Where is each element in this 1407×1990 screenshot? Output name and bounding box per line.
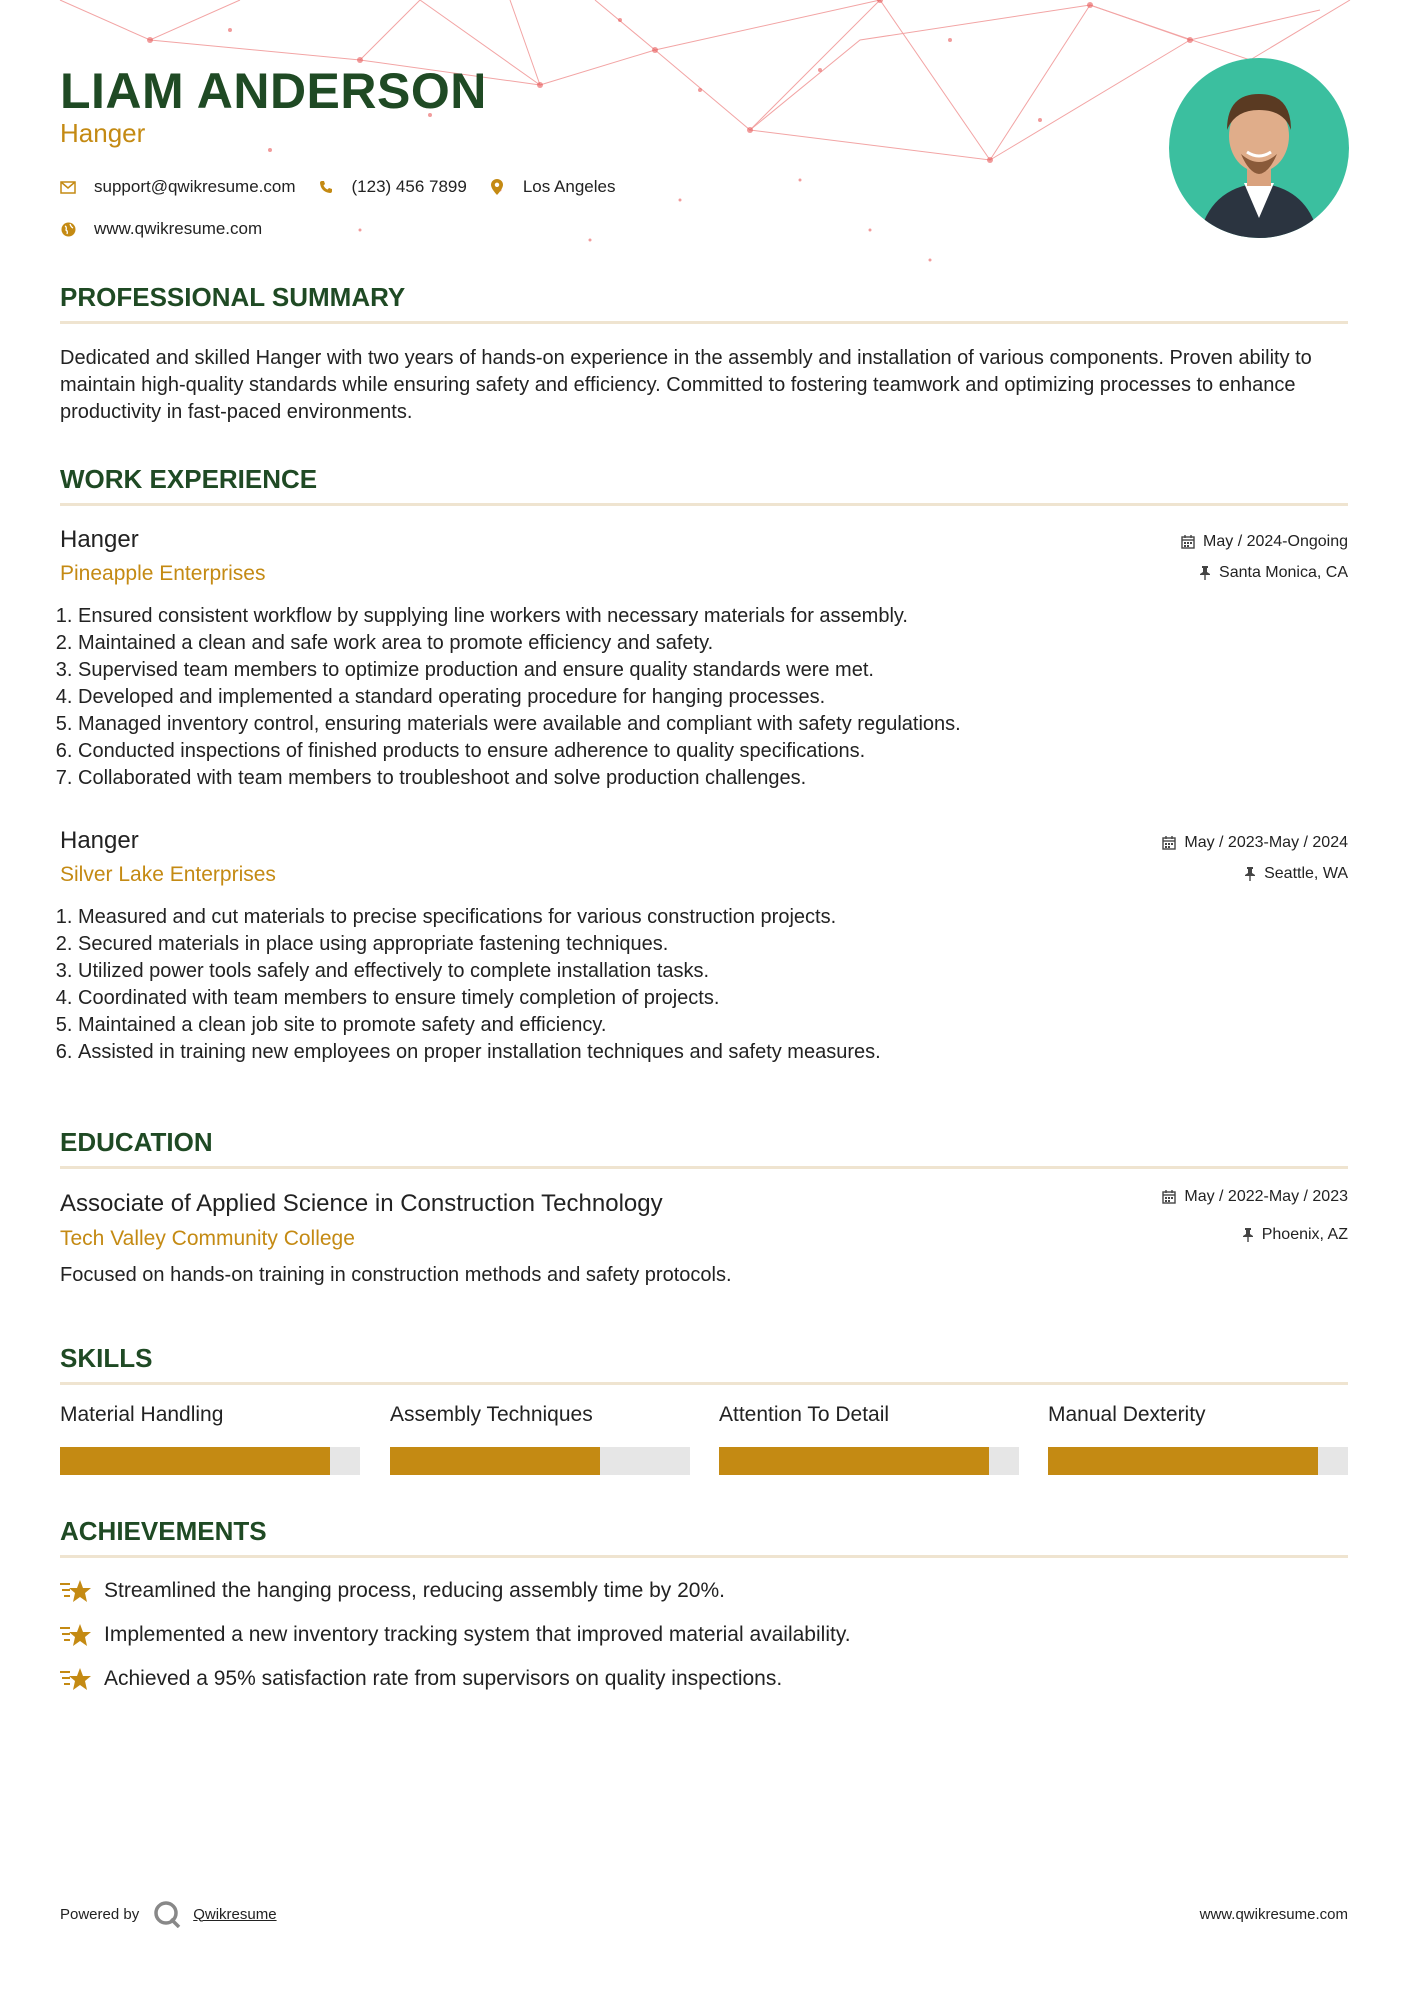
skill-item	[60, 1403, 360, 1475]
job-responsibilities	[60, 904, 1348, 1066]
shooting-star-icon	[60, 1622, 92, 1648]
website-contact[interactable]	[60, 219, 262, 239]
website-text: www.qwikresume.com	[94, 219, 263, 238]
qwikresume-link[interactable]: Qwikresume	[193, 1905, 277, 1923]
list-item: 1. Measured and cut materials to precise specifications for various construction projects.	[78, 904, 1348, 931]
skills-heading: SKILLS	[60, 1343, 153, 1373]
achievement-item	[60, 1666, 782, 1692]
list-item: 6. Conducted inspections of finished products to ensure adherence to quality specifications.	[78, 738, 1348, 765]
resume-page	[60, 0, 1348, 1990]
phone-text: (123) 456 7899	[351, 177, 467, 196]
list-item: 5. Managed inventory control, ensuring materials were available and compliant with safety regulations.	[78, 711, 1348, 738]
location-contact	[489, 177, 616, 197]
job-location-text: Seattle, WA	[1264, 865, 1348, 882]
skill-name: Material Handling	[60, 1403, 224, 1426]
pushpin-icon	[1242, 1228, 1254, 1242]
calendar-icon	[1162, 1190, 1176, 1204]
shooting-star-icon	[60, 1666, 92, 1692]
achievement-text: Achieved a 95% satisfaction rate from supervisors on quality inspections.	[104, 1667, 783, 1690]
calendar-icon	[1181, 535, 1195, 549]
skill-level-fill	[390, 1447, 600, 1475]
list-item: 1. Ensured consistent workflow by supplying line workers with necessary materials for assembly.	[78, 603, 1348, 630]
education-description: Focused on hands-on training in construction methods and safety protocols.	[60, 1264, 732, 1286]
skill-level-bar	[390, 1447, 690, 1475]
pushpin-icon	[1199, 566, 1211, 580]
job-location-text: Santa Monica, CA	[1219, 564, 1348, 581]
degree-title: Associate of Applied Science in Construction Technology	[60, 1190, 663, 1217]
job-responsibilities	[60, 603, 1348, 792]
summary-text: Dedicated and skilled Hanger with two years of hands-on experience in the assembly and installation of various components. Proven ability to maintain high-quality standards while ensuring safety and efficiency. Committed to fostering teamwork and optimizing processes to enhance productivity in fast-paced environments.	[60, 347, 1312, 423]
skill-name: Attention To Detail	[719, 1403, 890, 1426]
achievement-item	[60, 1578, 725, 1604]
education-heading: EDUCATION	[60, 1127, 213, 1157]
summary-heading: PROFESSIONAL SUMMARY	[60, 282, 406, 312]
achievement-text: Streamlined the hanging process, reducing assembly time by 20%.	[104, 1579, 725, 1602]
achievement-text: Implemented a new inventory tracking system that improved material availability.	[104, 1623, 851, 1646]
experience-heading: WORK EXPERIENCE	[60, 464, 318, 494]
calendar-icon	[1162, 836, 1176, 850]
candidate-title: Hanger	[60, 118, 146, 148]
powered-by-label: Powered by	[60, 1905, 140, 1923]
job-title: Hanger	[60, 827, 139, 854]
location-text: Los Angeles	[522, 177, 616, 196]
envelope-icon	[60, 179, 76, 195]
skill-level-bar	[719, 1447, 1019, 1475]
education-location	[1242, 1226, 1348, 1244]
job-title: Hanger	[60, 526, 139, 553]
list-item: 4. Developed and implemented a standard operating procedure for hanging processes.	[78, 684, 1348, 711]
list-item: 2. Secured materials in place using appropriate fastening techniques.	[78, 931, 1348, 958]
job-dates-text: May / 2023-May / 2024	[1184, 834, 1348, 851]
achievements-heading: ACHIEVEMENTS	[60, 1516, 267, 1546]
qwikresume-logo-icon	[153, 1900, 181, 1928]
company-name: Silver Lake Enterprises	[60, 863, 276, 886]
job-dates-text: May / 2024-Ongoing	[1203, 533, 1348, 550]
pushpin-icon	[1244, 867, 1256, 881]
skill-name: Assembly Techniques	[390, 1403, 593, 1426]
education-dates-text: May / 2022-May / 2023	[1184, 1188, 1348, 1205]
divider	[60, 321, 1348, 324]
skill-item	[719, 1403, 1019, 1475]
skill-level-fill	[1048, 1447, 1318, 1475]
company-name: Pineapple Enterprises	[60, 562, 266, 585]
job-dates	[1162, 834, 1348, 852]
contact-info	[60, 170, 637, 254]
skill-name: Manual Dexterity	[1048, 1403, 1206, 1426]
skill-item	[1048, 1403, 1348, 1475]
school-name: Tech Valley Community College	[60, 1227, 355, 1250]
achievement-item	[60, 1622, 851, 1648]
job-location	[1199, 564, 1348, 582]
list-item: 2. Maintained a clean and safe work area to promote efficiency and safety.	[78, 630, 1348, 657]
list-item: 5. Maintained a clean job site to promote safety and efficiency.	[78, 1012, 1348, 1039]
job-location	[1244, 865, 1348, 883]
list-item: 4. Coordinated with team members to ensure timely completion of projects.	[78, 985, 1348, 1012]
skill-item	[390, 1403, 690, 1475]
shooting-star-icon	[60, 1578, 92, 1604]
skill-level-bar	[60, 1447, 360, 1475]
phone-contact[interactable]	[318, 177, 467, 197]
list-item: 7. Collaborated with team members to troubleshoot and solve production challenges.	[78, 765, 1348, 792]
education-location-text: Phoenix, AZ	[1261, 1226, 1348, 1243]
list-item: 6. Assisted in training new employees on proper installation techniques and safety measures.	[78, 1039, 1348, 1066]
candidate-name: LIAM ANDERSON	[60, 63, 487, 119]
phone-icon	[318, 179, 334, 195]
education-dates	[1162, 1188, 1348, 1206]
email-text: support@qwikresume.com	[94, 177, 296, 196]
divider	[60, 503, 1348, 506]
footer-website[interactable]: www.qwikresume.com	[1199, 1906, 1348, 1923]
divider	[60, 1166, 1348, 1169]
globe-icon	[60, 221, 76, 237]
skill-level-fill	[60, 1447, 330, 1475]
list-item: 3. Utilized power tools safely and effectively to complete installation tasks.	[78, 958, 1348, 985]
job-dates	[1181, 533, 1348, 551]
email-contact[interactable]	[60, 177, 296, 197]
divider	[60, 1555, 1348, 1558]
divider	[60, 1382, 1348, 1385]
map-pin-icon	[489, 179, 505, 195]
footer-powered-by	[60, 1900, 277, 1928]
skill-level-bar	[1048, 1447, 1348, 1475]
list-item: 3. Supervised team members to optimize production and ensure quality standards were met.	[78, 657, 1348, 684]
skill-level-fill	[719, 1447, 989, 1475]
profile-photo	[1169, 58, 1349, 238]
